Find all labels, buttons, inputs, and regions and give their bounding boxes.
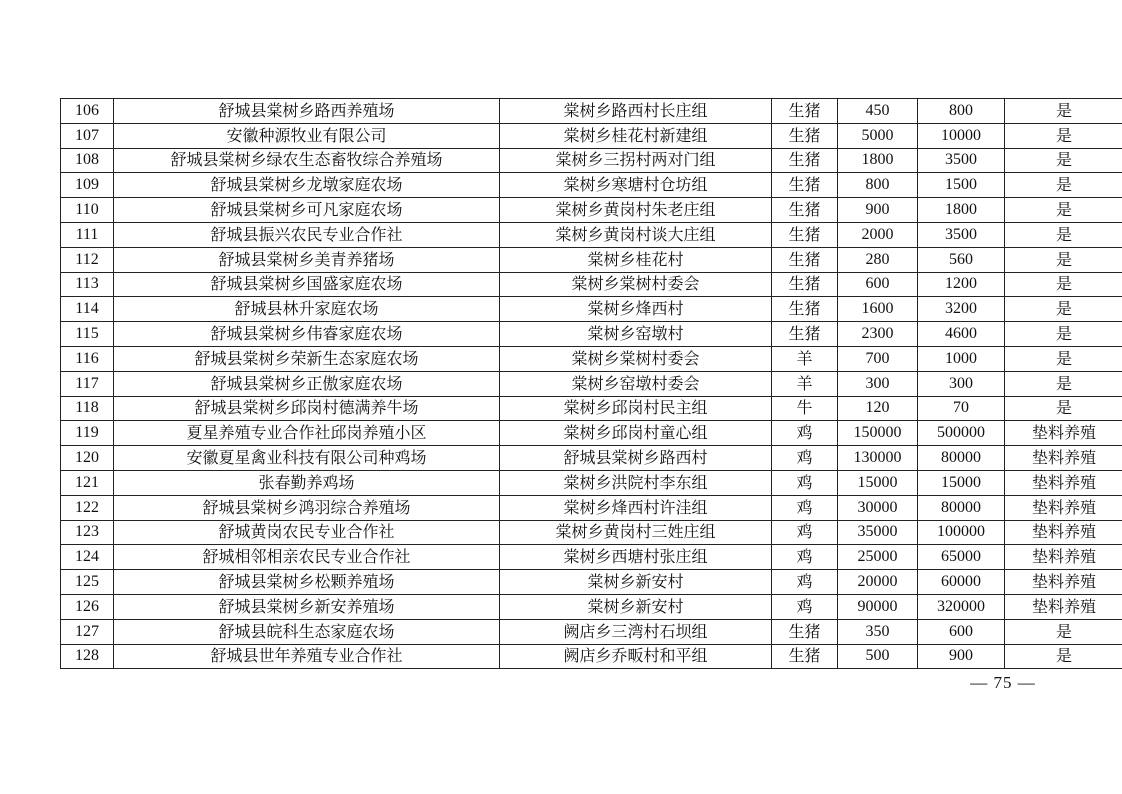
table-row xyxy=(61,322,1122,347)
stock-count-cell: 90000 xyxy=(838,594,918,619)
location-cell: 棠树乡邱岗村民主组 xyxy=(500,396,772,421)
animal-type-cell: 羊 xyxy=(772,346,838,371)
stock-count-cell: 15000 xyxy=(838,470,918,495)
stock-count-cell: 25000 xyxy=(838,545,918,570)
animal-type-cell: 鸡 xyxy=(772,495,838,520)
status-cell: 是 xyxy=(1005,619,1122,644)
output-count-cell: 65000 xyxy=(918,545,1005,570)
livestock-farm-table xyxy=(60,98,1122,669)
output-count-cell: 1800 xyxy=(918,198,1005,223)
row-number-cell: 107 xyxy=(61,123,114,148)
row-number-cell: 126 xyxy=(61,594,114,619)
output-count-cell: 1500 xyxy=(918,173,1005,198)
animal-type-cell: 生猪 xyxy=(772,99,838,124)
output-count-cell: 80000 xyxy=(918,495,1005,520)
status-cell: 是 xyxy=(1005,173,1122,198)
table-row xyxy=(61,148,1122,173)
animal-type-cell: 生猪 xyxy=(772,619,838,644)
table-row xyxy=(61,495,1122,520)
location-cell: 棠树乡桂花村 xyxy=(500,247,772,272)
output-count-cell: 4600 xyxy=(918,322,1005,347)
farm-name-cell: 舒城县世年养殖专业合作社 xyxy=(114,644,500,669)
table-body xyxy=(61,99,1122,669)
farm-name-cell: 舒城县棠树乡邱岗村德满养牛场 xyxy=(114,396,500,421)
table-row xyxy=(61,173,1122,198)
status-cell: 垫料养殖 xyxy=(1005,421,1122,446)
row-number-cell: 119 xyxy=(61,421,114,446)
animal-type-cell: 鸡 xyxy=(772,446,838,471)
animal-type-cell: 生猪 xyxy=(772,272,838,297)
table-row xyxy=(61,198,1122,223)
row-number-cell: 118 xyxy=(61,396,114,421)
stock-count-cell: 1800 xyxy=(838,148,918,173)
row-number-cell: 115 xyxy=(61,322,114,347)
animal-type-cell: 鸡 xyxy=(772,520,838,545)
row-number-cell: 128 xyxy=(61,644,114,669)
location-cell: 棠树乡西塘村张庄组 xyxy=(500,545,772,570)
output-count-cell: 3500 xyxy=(918,222,1005,247)
farm-name-cell: 舒城县棠树乡美青养猪场 xyxy=(114,247,500,272)
stock-count-cell: 30000 xyxy=(838,495,918,520)
animal-type-cell: 鸡 xyxy=(772,421,838,446)
output-count-cell: 100000 xyxy=(918,520,1005,545)
stock-count-cell: 2000 xyxy=(838,222,918,247)
table-row xyxy=(61,297,1122,322)
table-row xyxy=(61,99,1122,124)
animal-type-cell: 鸡 xyxy=(772,594,838,619)
row-number-cell: 113 xyxy=(61,272,114,297)
table-row xyxy=(61,619,1122,644)
row-number-cell: 110 xyxy=(61,198,114,223)
row-number-cell: 123 xyxy=(61,520,114,545)
animal-type-cell: 牛 xyxy=(772,396,838,421)
stock-count-cell: 130000 xyxy=(838,446,918,471)
row-number-cell: 116 xyxy=(61,346,114,371)
status-cell: 是 xyxy=(1005,371,1122,396)
table-row xyxy=(61,346,1122,371)
location-cell: 阙店乡乔畈村和平组 xyxy=(500,644,772,669)
location-cell: 棠树乡黄岗村谈大庄组 xyxy=(500,222,772,247)
stock-count-cell: 20000 xyxy=(838,570,918,595)
farm-name-cell: 舒城县棠树乡绿农生态畜牧综合养殖场 xyxy=(114,148,500,173)
farm-name-cell: 张春勤养鸡场 xyxy=(114,470,500,495)
location-cell: 棠树乡烽西村许洼组 xyxy=(500,495,772,520)
row-number-cell: 127 xyxy=(61,619,114,644)
output-count-cell: 80000 xyxy=(918,446,1005,471)
row-number-cell: 124 xyxy=(61,545,114,570)
farm-name-cell: 舒城县皖科生态家庭农场 xyxy=(114,619,500,644)
location-cell: 棠树乡窑墩村委会 xyxy=(500,371,772,396)
status-cell: 是 xyxy=(1005,247,1122,272)
table-row xyxy=(61,247,1122,272)
stock-count-cell: 450 xyxy=(838,99,918,124)
location-cell: 棠树乡黄岗村朱老庄组 xyxy=(500,198,772,223)
stock-count-cell: 350 xyxy=(838,619,918,644)
table-row xyxy=(61,272,1122,297)
farm-name-cell: 舒城县棠树乡荣新生态家庭农场 xyxy=(114,346,500,371)
location-cell: 舒城县棠树乡路西村 xyxy=(500,446,772,471)
farm-name-cell: 舒城县林升家庭农场 xyxy=(114,297,500,322)
status-cell: 是 xyxy=(1005,322,1122,347)
table-row xyxy=(61,545,1122,570)
table-row xyxy=(61,470,1122,495)
animal-type-cell: 生猪 xyxy=(772,173,838,198)
status-cell: 是 xyxy=(1005,272,1122,297)
animal-type-cell: 鸡 xyxy=(772,470,838,495)
farm-name-cell: 舒城县棠树乡正傲家庭农场 xyxy=(114,371,500,396)
table-row xyxy=(61,446,1122,471)
output-count-cell: 70 xyxy=(918,396,1005,421)
output-count-cell: 320000 xyxy=(918,594,1005,619)
row-number-cell: 111 xyxy=(61,222,114,247)
stock-count-cell: 150000 xyxy=(838,421,918,446)
status-cell: 垫料养殖 xyxy=(1005,570,1122,595)
output-count-cell: 10000 xyxy=(918,123,1005,148)
farm-name-cell: 舒城县振兴农民专业合作社 xyxy=(114,222,500,247)
stock-count-cell: 1600 xyxy=(838,297,918,322)
table-row xyxy=(61,520,1122,545)
farm-name-cell: 舒城县棠树乡松颗养殖场 xyxy=(114,570,500,595)
table-row xyxy=(61,371,1122,396)
row-number-cell: 106 xyxy=(61,99,114,124)
farm-name-cell: 舒城县棠树乡伟睿家庭农场 xyxy=(114,322,500,347)
animal-type-cell: 生猪 xyxy=(772,247,838,272)
status-cell: 是 xyxy=(1005,644,1122,669)
farm-name-cell: 舒城县棠树乡可凡家庭农场 xyxy=(114,198,500,223)
location-cell: 棠树乡烽西村 xyxy=(500,297,772,322)
location-cell: 棠树乡洪院村李东组 xyxy=(500,470,772,495)
animal-type-cell: 生猪 xyxy=(772,148,838,173)
stock-count-cell: 5000 xyxy=(838,123,918,148)
stock-count-cell: 500 xyxy=(838,644,918,669)
row-number-cell: 121 xyxy=(61,470,114,495)
stock-count-cell: 800 xyxy=(838,173,918,198)
stock-count-cell: 120 xyxy=(838,396,918,421)
row-number-cell: 114 xyxy=(61,297,114,322)
status-cell: 垫料养殖 xyxy=(1005,470,1122,495)
row-number-cell: 108 xyxy=(61,148,114,173)
location-cell: 棠树乡棠树村委会 xyxy=(500,272,772,297)
stock-count-cell: 280 xyxy=(838,247,918,272)
row-number-cell: 117 xyxy=(61,371,114,396)
table-row xyxy=(61,644,1122,669)
farm-name-cell: 安徽夏星禽业科技有限公司种鸡场 xyxy=(114,446,500,471)
farm-name-cell: 舒城县棠树乡龙墩家庭农场 xyxy=(114,173,500,198)
location-cell: 棠树乡新安村 xyxy=(500,570,772,595)
table-row xyxy=(61,594,1122,619)
output-count-cell: 300 xyxy=(918,371,1005,396)
animal-type-cell: 生猪 xyxy=(772,322,838,347)
location-cell: 棠树乡三拐村两对门组 xyxy=(500,148,772,173)
location-cell: 棠树乡桂花村新建组 xyxy=(500,123,772,148)
animal-type-cell: 鸡 xyxy=(772,545,838,570)
status-cell: 垫料养殖 xyxy=(1005,545,1122,570)
location-cell: 棠树乡新安村 xyxy=(500,594,772,619)
status-cell: 是 xyxy=(1005,148,1122,173)
table-row xyxy=(61,396,1122,421)
farm-name-cell: 舒城县棠树乡鸿羽综合养殖场 xyxy=(114,495,500,520)
location-cell: 棠树乡路西村长庄组 xyxy=(500,99,772,124)
status-cell: 是 xyxy=(1005,297,1122,322)
status-cell: 垫料养殖 xyxy=(1005,520,1122,545)
farm-name-cell: 夏星养殖专业合作社邱岗养殖小区 xyxy=(114,421,500,446)
location-cell: 棠树乡棠树村委会 xyxy=(500,346,772,371)
output-count-cell: 3200 xyxy=(918,297,1005,322)
row-number-cell: 120 xyxy=(61,446,114,471)
animal-type-cell: 生猪 xyxy=(772,644,838,669)
farm-name-cell: 安徽种源牧业有限公司 xyxy=(114,123,500,148)
output-count-cell: 60000 xyxy=(918,570,1005,595)
stock-count-cell: 900 xyxy=(838,198,918,223)
status-cell: 是 xyxy=(1005,346,1122,371)
row-number-cell: 109 xyxy=(61,173,114,198)
farm-name-cell: 舒城县棠树乡新安养殖场 xyxy=(114,594,500,619)
status-cell: 垫料养殖 xyxy=(1005,446,1122,471)
table-row xyxy=(61,570,1122,595)
output-count-cell: 1200 xyxy=(918,272,1005,297)
status-cell: 垫料养殖 xyxy=(1005,594,1122,619)
output-count-cell: 3500 xyxy=(918,148,1005,173)
location-cell: 棠树乡寒塘村仓坊组 xyxy=(500,173,772,198)
output-count-cell: 15000 xyxy=(918,470,1005,495)
farm-name-cell: 舒城县棠树乡国盛家庭农场 xyxy=(114,272,500,297)
output-count-cell: 1000 xyxy=(918,346,1005,371)
output-count-cell: 800 xyxy=(918,99,1005,124)
stock-count-cell: 35000 xyxy=(838,520,918,545)
location-cell: 棠树乡邱岗村童心组 xyxy=(500,421,772,446)
stock-count-cell: 600 xyxy=(838,272,918,297)
stock-count-cell: 300 xyxy=(838,371,918,396)
row-number-cell: 125 xyxy=(61,570,114,595)
location-cell: 棠树乡黄岗村三姓庄组 xyxy=(500,520,772,545)
animal-type-cell: 生猪 xyxy=(772,222,838,247)
animal-type-cell: 羊 xyxy=(772,371,838,396)
status-cell: 是 xyxy=(1005,99,1122,124)
location-cell: 棠树乡窑墩村 xyxy=(500,322,772,347)
animal-type-cell: 生猪 xyxy=(772,198,838,223)
page-number: — 75 — xyxy=(970,673,1036,692)
table-row xyxy=(61,222,1122,247)
output-count-cell: 560 xyxy=(918,247,1005,272)
table-row xyxy=(61,421,1122,446)
output-count-cell: 600 xyxy=(918,619,1005,644)
farm-name-cell: 舒城相邻相亲农民专业合作社 xyxy=(114,545,500,570)
location-cell: 阙店乡三湾村石坝组 xyxy=(500,619,772,644)
status-cell: 是 xyxy=(1005,222,1122,247)
row-number-cell: 122 xyxy=(61,495,114,520)
row-number-cell: 112 xyxy=(61,247,114,272)
output-count-cell: 900 xyxy=(918,644,1005,669)
stock-count-cell: 700 xyxy=(838,346,918,371)
animal-type-cell: 鸡 xyxy=(772,570,838,595)
farm-name-cell: 舒城县棠树乡路西养殖场 xyxy=(114,99,500,124)
farm-name-cell: 舒城黄岗农民专业合作社 xyxy=(114,520,500,545)
animal-type-cell: 生猪 xyxy=(772,297,838,322)
table-row xyxy=(61,123,1122,148)
status-cell: 垫料养殖 xyxy=(1005,495,1122,520)
status-cell: 是 xyxy=(1005,198,1122,223)
stock-count-cell: 2300 xyxy=(838,322,918,347)
status-cell: 是 xyxy=(1005,396,1122,421)
animal-type-cell: 生猪 xyxy=(772,123,838,148)
status-cell: 是 xyxy=(1005,123,1122,148)
output-count-cell: 500000 xyxy=(918,421,1005,446)
